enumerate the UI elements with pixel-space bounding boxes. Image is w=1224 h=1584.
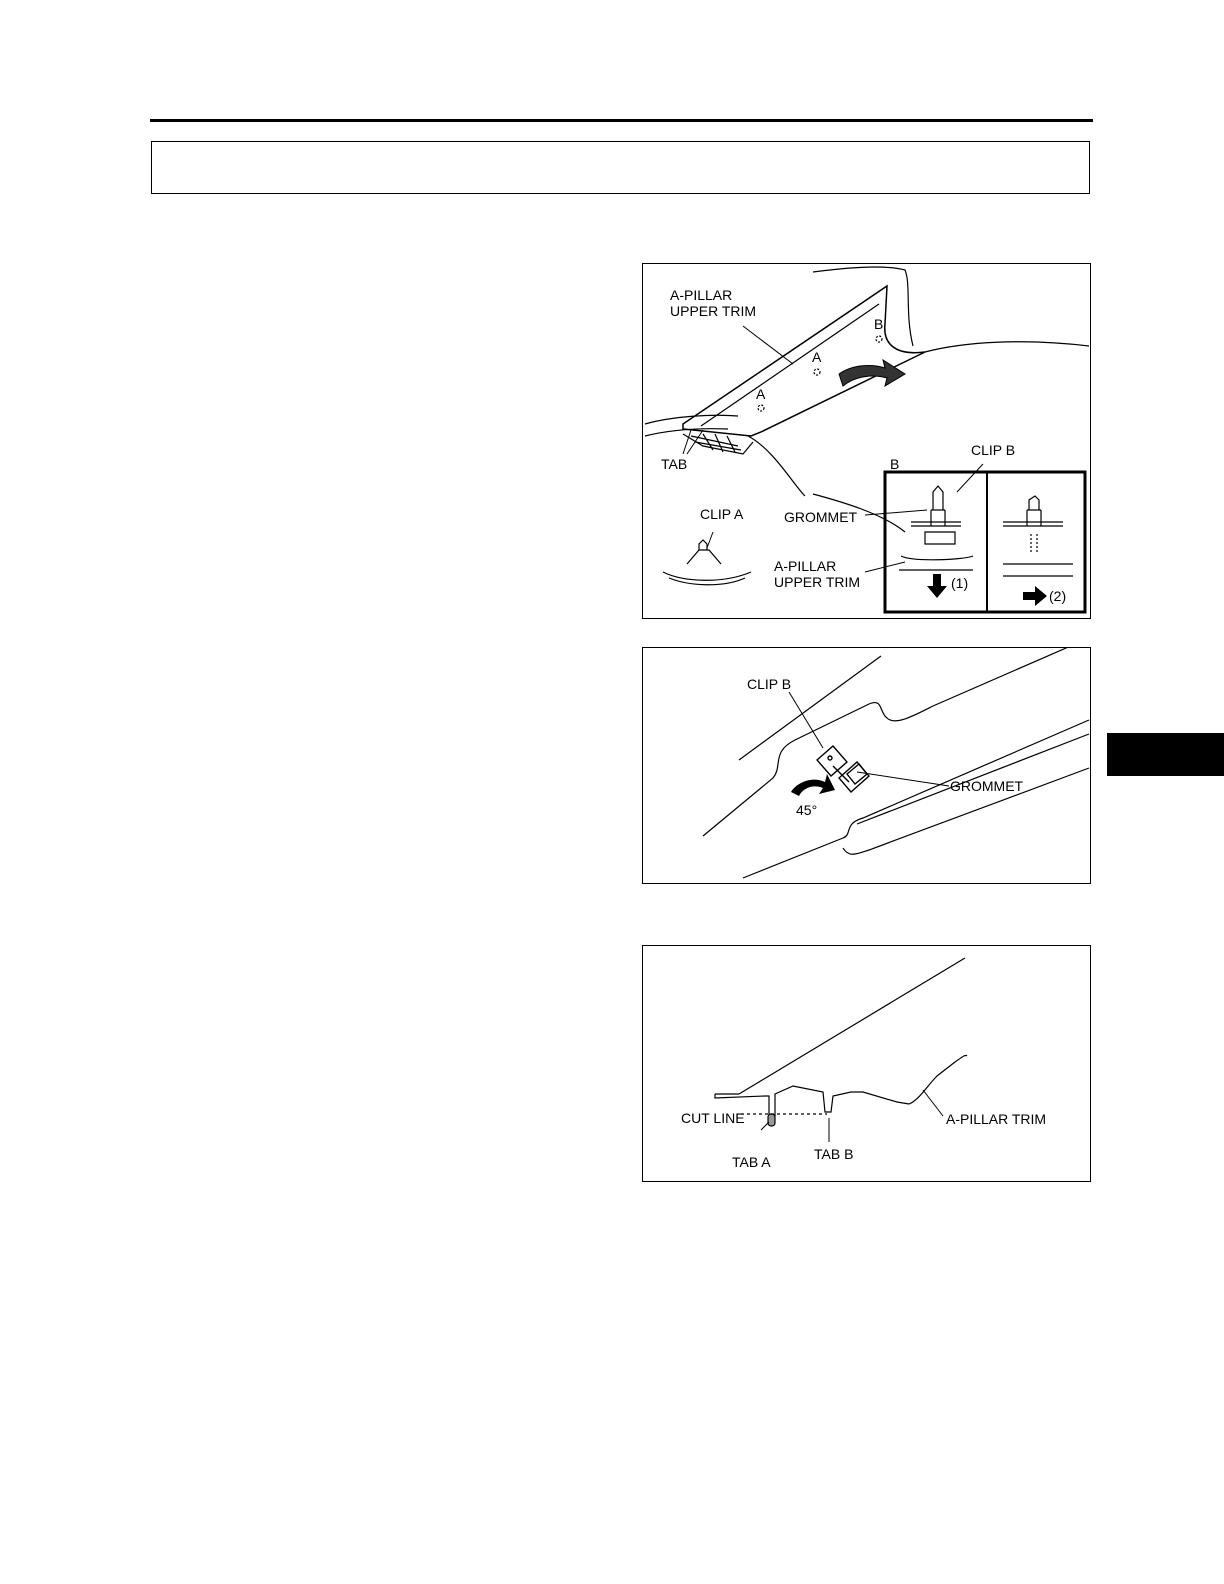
tab-b-label: TAB B bbox=[814, 1146, 854, 1162]
apillar-upper-trim2-label-line1: A-PILLAR bbox=[774, 558, 837, 574]
figure-apillar-trim-tab-cut bbox=[642, 945, 1091, 1182]
clip-b-marker-label: B bbox=[874, 316, 884, 332]
clip-b-label: CLIP B bbox=[747, 676, 792, 692]
apillar-upper-trim2-label-line2: UPPER TRIM bbox=[774, 574, 861, 590]
figure-clip-b-rotation bbox=[642, 647, 1091, 884]
tab-a-label: TAB A bbox=[732, 1154, 771, 1170]
clip-a-marker-label-lower: A bbox=[756, 386, 766, 402]
figure2-illustration bbox=[643, 648, 1091, 884]
top-rule bbox=[150, 119, 1093, 122]
apillar-upper-trim-label-line1: A-PILLAR bbox=[670, 287, 733, 303]
apillar-upper-trim-label-line2: UPPER TRIM bbox=[670, 303, 757, 319]
clip-a-label: CLIP A bbox=[700, 506, 744, 522]
figure-apillar-upper-trim-removal bbox=[642, 263, 1091, 619]
step2-label: (2) bbox=[1049, 588, 1067, 604]
clip-a-marker-label-upper: A bbox=[812, 349, 822, 365]
grommet-label: GROMMET bbox=[784, 509, 858, 525]
detail-b-label: B bbox=[890, 456, 900, 472]
header-box bbox=[151, 141, 1090, 194]
angle-label: 45° bbox=[796, 802, 818, 818]
clip-b-label: CLIP B bbox=[971, 442, 1016, 458]
grommet-label: GROMMET bbox=[950, 778, 1024, 794]
tab-label: TAB bbox=[661, 456, 688, 472]
cut-line-label: CUT LINE bbox=[681, 1110, 745, 1126]
figure3-illustration bbox=[643, 946, 1091, 1182]
section-tab-marker bbox=[1107, 733, 1224, 776]
step1-label: (1) bbox=[951, 575, 969, 591]
apillar-trim-label: A-PILLAR TRIM bbox=[946, 1111, 1047, 1127]
